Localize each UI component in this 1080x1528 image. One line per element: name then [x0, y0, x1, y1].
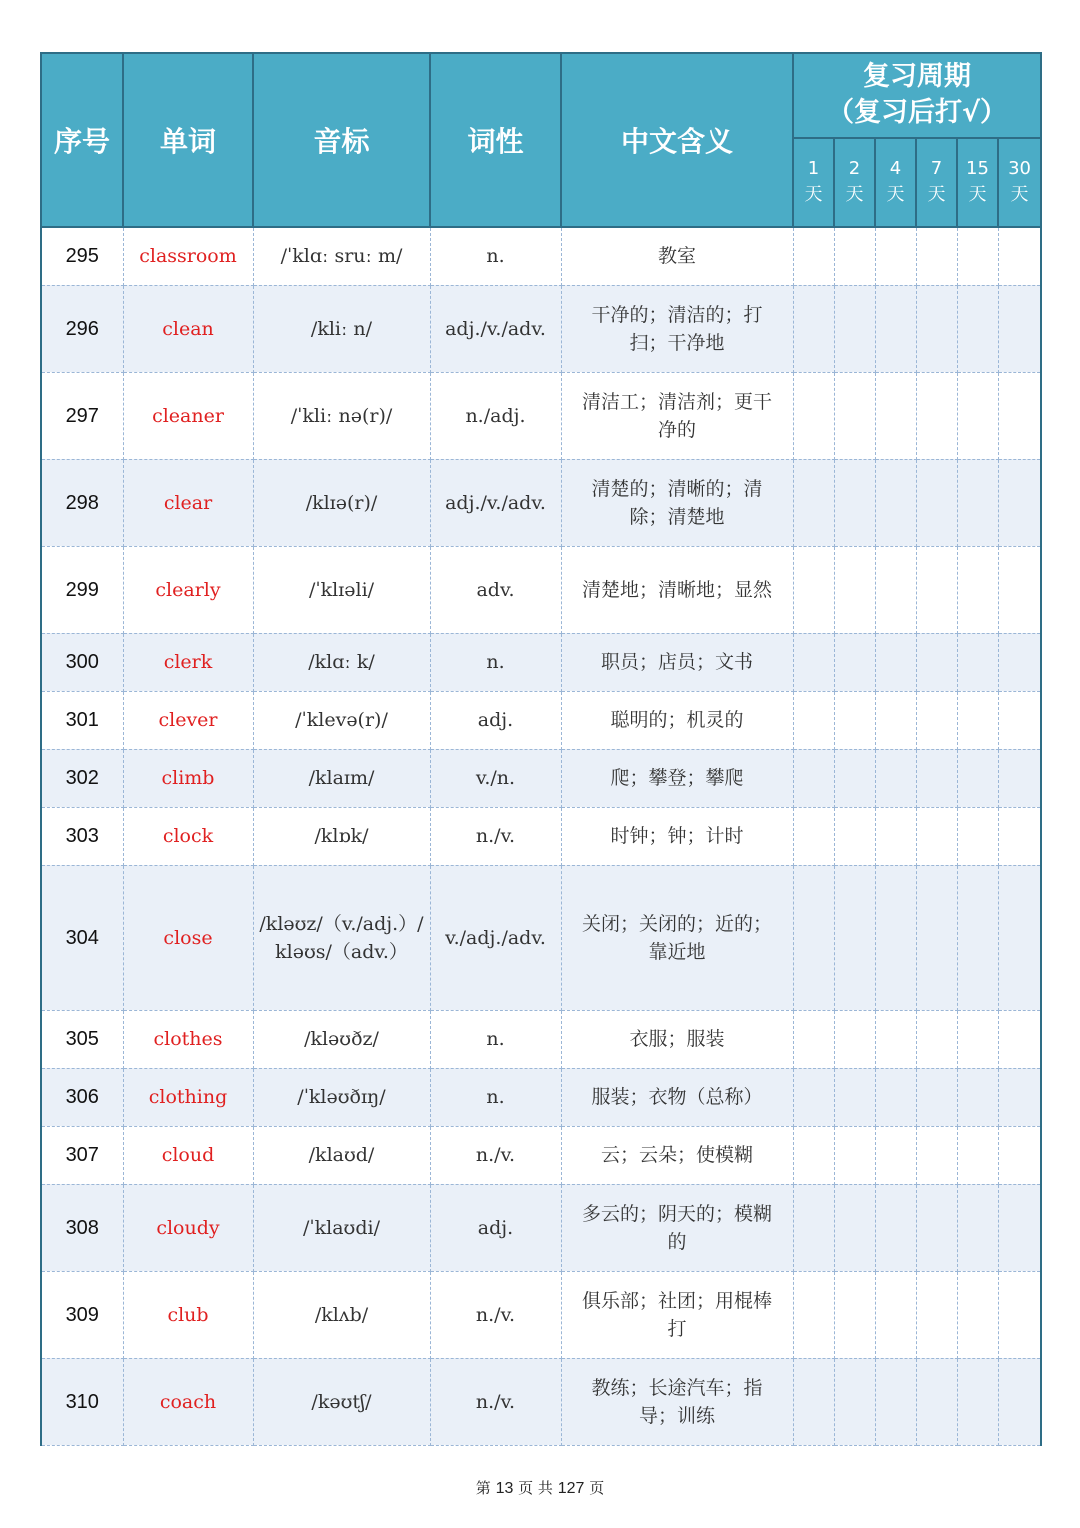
row-part-of-speech: v./adj./adv.: [430, 865, 561, 1010]
row-number: 300: [41, 633, 123, 691]
row-meaning: 教室: [561, 227, 793, 285]
row-word: cloud: [123, 1126, 253, 1184]
row-meaning: 云；云朵；使模糊: [561, 1126, 793, 1184]
row-number: 299: [41, 546, 123, 633]
review-checkbox-day-15[interactable]: [957, 749, 998, 807]
review-checkbox-day-4[interactable]: [875, 372, 916, 459]
review-checkbox-day-4[interactable]: [875, 227, 916, 285]
row-phonetic: /kləʊðz/: [253, 1010, 430, 1068]
row-phonetic: /klɒk/: [253, 807, 430, 865]
review-checkbox-day-30[interactable]: [998, 691, 1041, 749]
review-checkbox-day-2[interactable]: [834, 372, 875, 459]
row-part-of-speech: n./v.: [430, 1271, 561, 1358]
row-part-of-speech: adj.: [430, 1184, 561, 1271]
footer-prefix: 第: [475, 1479, 491, 1497]
review-checkbox-day-2[interactable]: [834, 459, 875, 546]
review-checkbox-day-7[interactable]: [916, 227, 957, 285]
table-row: [41, 1358, 1041, 1445]
row-meaning: 爬；攀登；攀爬: [561, 749, 793, 807]
row-meaning: 清楚地；清晰地；显然: [561, 546, 793, 633]
review-checkbox-day-1[interactable]: [793, 865, 834, 1010]
header-phonetic: 音标: [253, 53, 430, 227]
review-checkbox-day-2[interactable]: [834, 633, 875, 691]
review-checkbox-day-7[interactable]: [916, 749, 957, 807]
review-checkbox-day-7[interactable]: [916, 865, 957, 1010]
review-checkbox-day-4[interactable]: [875, 285, 916, 372]
row-word: clever: [123, 691, 253, 749]
row-meaning: 关闭；关闭的；近的；靠近地: [561, 865, 793, 1010]
review-checkbox-day-2[interactable]: [834, 1271, 875, 1358]
review-checkbox-day-7[interactable]: [916, 1068, 957, 1126]
review-checkbox-day-2[interactable]: [834, 1126, 875, 1184]
review-checkbox-day-15[interactable]: [957, 1126, 998, 1184]
review-checkbox-day-4[interactable]: [875, 1126, 916, 1184]
row-part-of-speech: n.: [430, 633, 561, 691]
review-checkbox-day-7[interactable]: [916, 459, 957, 546]
table-row: [41, 691, 1041, 749]
review-checkbox-day-7[interactable]: [916, 1184, 957, 1271]
review-title: 复习周期: [863, 61, 972, 93]
table-row: [41, 227, 1041, 285]
row-phonetic: /ˈklevə(r)/: [253, 691, 430, 749]
review-checkbox-day-2[interactable]: [834, 1068, 875, 1126]
review-checkbox-day-30[interactable]: [998, 1184, 1041, 1271]
row-phonetic: /klaɪm/: [253, 749, 430, 807]
review-checkbox-day-30[interactable]: [998, 459, 1041, 546]
row-word: clear: [123, 459, 253, 546]
table-row: [41, 372, 1041, 459]
review-subtitle: （复习后打√）: [827, 97, 1008, 129]
row-word: clothing: [123, 1068, 253, 1126]
row-meaning: 干净的；清洁的；打扫；干净地: [561, 285, 793, 372]
review-checkbox-day-2[interactable]: [834, 691, 875, 749]
vocabulary-table: [40, 52, 1042, 1446]
review-checkbox-day-15[interactable]: [957, 372, 998, 459]
row-part-of-speech: n./v.: [430, 807, 561, 865]
review-checkbox-day-30[interactable]: [998, 372, 1041, 459]
row-word: clothes: [123, 1010, 253, 1068]
row-phonetic: /ˈklaʊdi/: [253, 1184, 430, 1271]
review-checkbox-day-2[interactable]: [834, 1358, 875, 1445]
review-checkbox-day-1[interactable]: [793, 1184, 834, 1271]
header-review-period: [793, 53, 1041, 138]
row-word: classroom: [123, 227, 253, 285]
review-checkbox-day-4[interactable]: [875, 1358, 916, 1445]
review-checkbox-day-7[interactable]: [916, 285, 957, 372]
row-part-of-speech: n./adj.: [430, 372, 561, 459]
row-number: 301: [41, 691, 123, 749]
table-row: [41, 865, 1041, 1010]
footer-suffix: 页: [589, 1479, 605, 1497]
header-day-4: 4天: [875, 138, 916, 227]
row-word: clock: [123, 807, 253, 865]
review-checkbox-day-15[interactable]: [957, 1010, 998, 1068]
review-checkbox-day-30[interactable]: [998, 1068, 1041, 1126]
review-checkbox-day-2[interactable]: [834, 749, 875, 807]
table-row: [41, 749, 1041, 807]
table-row: [41, 1126, 1041, 1184]
header-word: 单词: [123, 53, 253, 227]
header-day-30: 30天: [998, 138, 1041, 227]
review-checkbox-day-30[interactable]: [998, 546, 1041, 633]
review-checkbox-day-15[interactable]: [957, 1358, 998, 1445]
review-checkbox-day-15[interactable]: [957, 807, 998, 865]
header-day-2: 2天: [834, 138, 875, 227]
review-checkbox-day-1[interactable]: [793, 227, 834, 285]
review-checkbox-day-30[interactable]: [998, 1126, 1041, 1184]
review-checkbox-day-2[interactable]: [834, 1184, 875, 1271]
row-meaning: 俱乐部；社团；用棍棒打: [561, 1271, 793, 1358]
table-row: [41, 546, 1041, 633]
row-part-of-speech: n.: [430, 1010, 561, 1068]
table-row: [41, 1184, 1041, 1271]
row-meaning: 教练；长途汽车；指导；训练: [561, 1358, 793, 1445]
row-phonetic: /ˈklɑː sruː m/: [253, 227, 430, 285]
row-word: clean: [123, 285, 253, 372]
review-checkbox-day-4[interactable]: [875, 1184, 916, 1271]
row-number: 304: [41, 865, 123, 1010]
review-checkbox-day-4[interactable]: [875, 865, 916, 1010]
table-row: [41, 285, 1041, 372]
row-part-of-speech: adj./v./adv.: [430, 459, 561, 546]
review-checkbox-day-15[interactable]: [957, 459, 998, 546]
row-phonetic: /kləʊz/（v./adj.）/kləʊs/（adv.）: [253, 865, 430, 1010]
review-checkbox-day-7[interactable]: [916, 1271, 957, 1358]
header-part-of-speech: 词性: [430, 53, 561, 227]
row-word: close: [123, 865, 253, 1010]
review-checkbox-day-4[interactable]: [875, 807, 916, 865]
table-row: [41, 1068, 1041, 1126]
row-part-of-speech: adv.: [430, 546, 561, 633]
footer-total-pages: 127: [557, 1480, 585, 1497]
table-row: [41, 1271, 1041, 1358]
row-meaning: 清洁工；清洁剂；更干净的: [561, 372, 793, 459]
review-checkbox-day-15[interactable]: [957, 1184, 998, 1271]
review-checkbox-day-30[interactable]: [998, 285, 1041, 372]
row-meaning: 多云的；阴天的；模糊的: [561, 1184, 793, 1271]
row-phonetic: /ˈkliː nə(r)/: [253, 372, 430, 459]
row-part-of-speech: adj./v./adv.: [430, 285, 561, 372]
row-part-of-speech: n.: [430, 1068, 561, 1126]
header-number: 序号: [41, 53, 123, 227]
row-meaning: 衣服；服装: [561, 1010, 793, 1068]
row-number: 309: [41, 1271, 123, 1358]
row-number: 307: [41, 1126, 123, 1184]
row-meaning: 聪明的；机灵的: [561, 691, 793, 749]
review-checkbox-day-15[interactable]: [957, 1068, 998, 1126]
review-checkbox-day-7[interactable]: [916, 633, 957, 691]
row-phonetic: /klaʊd/: [253, 1126, 430, 1184]
row-word: cleaner: [123, 372, 253, 459]
review-checkbox-day-1[interactable]: [793, 1010, 834, 1068]
review-checkbox-day-30[interactable]: [998, 1010, 1041, 1068]
row-number: 297: [41, 372, 123, 459]
row-phonetic: /ˈkləʊðɪŋ/: [253, 1068, 430, 1126]
review-checkbox-day-30[interactable]: [998, 807, 1041, 865]
review-checkbox-day-7[interactable]: [916, 546, 957, 633]
review-checkbox-day-2[interactable]: [834, 546, 875, 633]
review-checkbox-day-7[interactable]: [916, 372, 957, 459]
review-checkbox-day-2[interactable]: [834, 1010, 875, 1068]
review-checkbox-day-2[interactable]: [834, 807, 875, 865]
review-checkbox-day-15[interactable]: [957, 633, 998, 691]
row-number: 296: [41, 285, 123, 372]
row-number: 310: [41, 1358, 123, 1445]
review-checkbox-day-15[interactable]: [957, 691, 998, 749]
header-day-1: 1天: [793, 138, 834, 227]
row-part-of-speech: v./n.: [430, 749, 561, 807]
review-checkbox-day-1[interactable]: [793, 546, 834, 633]
row-number: 308: [41, 1184, 123, 1271]
row-phonetic: /klɑː k/: [253, 633, 430, 691]
row-part-of-speech: adj.: [430, 691, 561, 749]
review-checkbox-day-15[interactable]: [957, 546, 998, 633]
review-checkbox-day-15[interactable]: [957, 865, 998, 1010]
table-body: [41, 227, 1041, 1445]
row-phonetic: /ˈklɪəli/: [253, 546, 430, 633]
row-part-of-speech: n./v.: [430, 1358, 561, 1445]
review-checkbox-day-4[interactable]: [875, 1010, 916, 1068]
review-checkbox-day-1[interactable]: [793, 749, 834, 807]
review-checkbox-day-15[interactable]: [957, 1271, 998, 1358]
row-number: 303: [41, 807, 123, 865]
row-meaning: 时钟；钟；计时: [561, 807, 793, 865]
review-checkbox-day-4[interactable]: [875, 749, 916, 807]
table-row: [41, 633, 1041, 691]
review-checkbox-day-30[interactable]: [998, 865, 1041, 1010]
review-checkbox-day-15[interactable]: [957, 285, 998, 372]
review-checkbox-day-1[interactable]: [793, 1068, 834, 1126]
row-word: clerk: [123, 633, 253, 691]
review-checkbox-day-7[interactable]: [916, 691, 957, 749]
row-word: cloudy: [123, 1184, 253, 1271]
review-checkbox-day-4[interactable]: [875, 1068, 916, 1126]
row-number: 305: [41, 1010, 123, 1068]
review-checkbox-day-30[interactable]: [998, 227, 1041, 285]
row-meaning: 职员；店员；文书: [561, 633, 793, 691]
review-checkbox-day-30[interactable]: [998, 633, 1041, 691]
review-checkbox-day-30[interactable]: [998, 1271, 1041, 1358]
footer-middle: 页 共: [518, 1479, 553, 1497]
review-checkbox-day-4[interactable]: [875, 1271, 916, 1358]
row-number: 302: [41, 749, 123, 807]
review-checkbox-day-7[interactable]: [916, 807, 957, 865]
row-phonetic: /kəʊtʃ/: [253, 1358, 430, 1445]
row-phonetic: /klɪə(r)/: [253, 459, 430, 546]
row-part-of-speech: n./v.: [430, 1126, 561, 1184]
row-number: 295: [41, 227, 123, 285]
page-footer: [0, 1477, 1080, 1498]
review-checkbox-day-15[interactable]: [957, 227, 998, 285]
review-checkbox-day-1[interactable]: [793, 691, 834, 749]
table-row: [41, 807, 1041, 865]
row-word: clearly: [123, 546, 253, 633]
row-word: club: [123, 1271, 253, 1358]
review-checkbox-day-30[interactable]: [998, 749, 1041, 807]
table-row: [41, 1010, 1041, 1068]
row-word: coach: [123, 1358, 253, 1445]
review-checkbox-day-1[interactable]: [793, 372, 834, 459]
row-number: 298: [41, 459, 123, 546]
review-checkbox-day-30[interactable]: [998, 1358, 1041, 1445]
header-day-15: 15天: [957, 138, 998, 227]
header-day-7: 7天: [916, 138, 957, 227]
row-phonetic: /kliː n/: [253, 285, 430, 372]
review-checkbox-day-1[interactable]: [793, 1358, 834, 1445]
review-checkbox-day-4[interactable]: [875, 691, 916, 749]
review-checkbox-day-7[interactable]: [916, 1126, 957, 1184]
review-checkbox-day-2[interactable]: [834, 227, 875, 285]
footer-page-number: 13: [495, 1480, 514, 1497]
review-checkbox-day-1[interactable]: [793, 807, 834, 865]
review-checkbox-day-7[interactable]: [916, 1010, 957, 1068]
review-checkbox-day-1[interactable]: [793, 1126, 834, 1184]
review-checkbox-day-7[interactable]: [916, 1358, 957, 1445]
review-checkbox-day-1[interactable]: [793, 1271, 834, 1358]
row-meaning: 清楚的；清晰的；清除；清楚地: [561, 459, 793, 546]
review-checkbox-day-1[interactable]: [793, 633, 834, 691]
review-checkbox-day-1[interactable]: [793, 459, 834, 546]
header-meaning: 中文含义: [561, 53, 793, 227]
row-part-of-speech: n.: [430, 227, 561, 285]
row-phonetic: /klʌb/: [253, 1271, 430, 1358]
row-meaning: 服装；衣物（总称）: [561, 1068, 793, 1126]
review-checkbox-day-4[interactable]: [875, 633, 916, 691]
row-number: 306: [41, 1068, 123, 1126]
review-checkbox-day-4[interactable]: [875, 546, 916, 633]
review-checkbox-day-4[interactable]: [875, 459, 916, 546]
review-checkbox-day-1[interactable]: [793, 285, 834, 372]
review-checkbox-day-2[interactable]: [834, 865, 875, 1010]
row-word: climb: [123, 749, 253, 807]
review-checkbox-day-2[interactable]: [834, 285, 875, 372]
table-row: [41, 459, 1041, 546]
